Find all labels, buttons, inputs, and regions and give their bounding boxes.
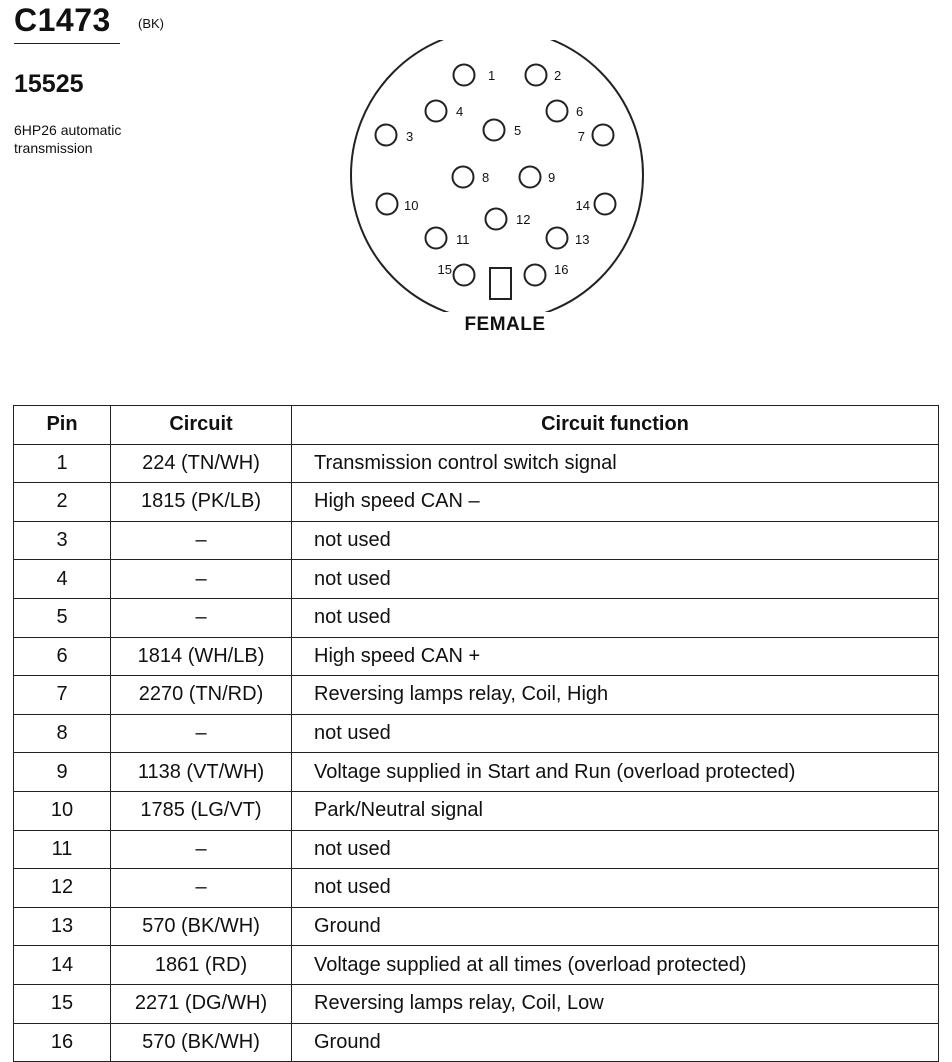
- table-row: [14, 1023, 939, 1062]
- function-cell: not used: [292, 714, 939, 753]
- pin-cell: 3: [14, 521, 111, 560]
- function-cell: Ground: [292, 907, 939, 946]
- circuit-cell: 2271 (DG/WH): [111, 984, 292, 1023]
- table-row: [14, 753, 939, 792]
- table-row: [14, 984, 939, 1023]
- pin-cell: 1: [14, 444, 111, 483]
- connector-pin-label: 9: [548, 170, 556, 185]
- pin-cell: 2: [14, 483, 111, 522]
- function-cell: Ground: [292, 1023, 939, 1062]
- circuit-cell: –: [111, 714, 292, 753]
- pin-cell: 15: [14, 984, 111, 1023]
- connector-description: 6HP26 automatic transmission: [14, 122, 122, 156]
- function-cell: Voltage supplied at all times (overload protected): [292, 946, 939, 985]
- pin-cell: 6: [14, 637, 111, 676]
- pin-cell: 13: [14, 907, 111, 946]
- table-row: [14, 907, 939, 946]
- table-row: [14, 637, 939, 676]
- table-row: [14, 791, 939, 830]
- pin-cell: 4: [14, 560, 111, 599]
- function-cell: not used: [292, 830, 939, 869]
- connector-pin-6: [547, 101, 568, 122]
- connector-pin-label: 12: [516, 212, 531, 227]
- function-cell: Reversing lamps relay, Coil, Low: [292, 984, 939, 1023]
- header-underline: [14, 43, 120, 44]
- connector-pin-9: [520, 167, 541, 188]
- table-row: [14, 676, 939, 715]
- function-cell: not used: [292, 560, 939, 599]
- connector-pin-10: [377, 194, 398, 215]
- color-code: (BK): [138, 16, 164, 31]
- pin-cell: 11: [14, 830, 111, 869]
- function-cell: High speed CAN +: [292, 637, 939, 676]
- circuit-cell: 1815 (PK/LB): [111, 483, 292, 522]
- connector-pin-11: [426, 228, 447, 249]
- circuit-column-header: Circuit: [111, 406, 292, 445]
- connector-pin-label: 7: [577, 129, 585, 144]
- connector-pin-label: 5: [514, 123, 522, 138]
- connector-pin-2: [526, 65, 547, 86]
- circuit-cell: 1785 (LG/VT): [111, 791, 292, 830]
- circuit-cell: –: [111, 598, 292, 637]
- connector-pin-label: 10: [404, 198, 419, 213]
- connector-face-diagram: [340, 40, 670, 312]
- connector-pin-label: 13: [575, 232, 590, 247]
- connector-gender-label: FEMALE: [464, 314, 546, 335]
- connector-pin-12: [486, 209, 507, 230]
- connector-pin-16: [525, 265, 546, 286]
- connector-pin-label: 11: [456, 232, 470, 247]
- connector-pin-5: [484, 120, 505, 141]
- circuit-cell: –: [111, 830, 292, 869]
- circuit-cell: –: [111, 560, 292, 599]
- function-cell: High speed CAN –: [292, 483, 939, 522]
- connector-id: C1473: [14, 2, 111, 38]
- connector-pin-label: 3: [406, 129, 414, 144]
- connector-pin-13: [547, 228, 568, 249]
- function-column-header: Circuit function: [292, 406, 939, 445]
- pin-cell: 16: [14, 1023, 111, 1062]
- function-cell: not used: [292, 598, 939, 637]
- connector-pin-4: [426, 101, 447, 122]
- connector-pin-label: 1: [488, 68, 496, 83]
- table-row: [14, 521, 939, 560]
- pin-cell: 7: [14, 676, 111, 715]
- connector-pin-label: 14: [575, 198, 590, 213]
- table-row: [14, 598, 939, 637]
- connector-pin-label: 6: [576, 104, 584, 119]
- table-row: [14, 714, 939, 753]
- pin-cell: 10: [14, 791, 111, 830]
- circuit-cell: 570 (BK/WH): [111, 1023, 292, 1062]
- circuit-cell: 1814 (WH/LB): [111, 637, 292, 676]
- circuit-cell: 224 (TN/WH): [111, 444, 292, 483]
- table-row: [14, 869, 939, 908]
- circuit-cell: 2270 (TN/RD): [111, 676, 292, 715]
- function-cell: Transmission control switch signal: [292, 444, 939, 483]
- part-number: 15525: [14, 70, 84, 98]
- pin-cell: 8: [14, 714, 111, 753]
- connector-pin-15: [454, 265, 475, 286]
- circuit-cell: 570 (BK/WH): [111, 907, 292, 946]
- connector-pin-label: 8: [482, 170, 490, 185]
- circuit-cell: –: [111, 869, 292, 908]
- function-cell: not used: [292, 521, 939, 560]
- connector-pin-8: [453, 167, 474, 188]
- table-row: [14, 444, 939, 483]
- function-cell: Voltage supplied in Start and Run (overload protected): [292, 753, 939, 792]
- connector-pin-3: [376, 125, 397, 146]
- table-row: [14, 560, 939, 599]
- table-header-row: [14, 406, 939, 445]
- circuit-cell: 1861 (RD): [111, 946, 292, 985]
- connector-pin-label: 2: [554, 68, 562, 83]
- function-cell: Reversing lamps relay, Coil, High: [292, 676, 939, 715]
- pin-cell: 9: [14, 753, 111, 792]
- circuit-cell: 1138 (VT/WH): [111, 753, 292, 792]
- connector-pin-label: 4: [456, 104, 464, 119]
- pin-cell: 5: [14, 598, 111, 637]
- pin-cell: 12: [14, 869, 111, 908]
- connector-pin-7: [593, 125, 614, 146]
- connector-pin-label: 15: [437, 262, 452, 277]
- table-row: [14, 946, 939, 985]
- pin-cell: 14: [14, 946, 111, 985]
- table-row: [14, 830, 939, 869]
- connector-keyway: [490, 268, 511, 299]
- connector-pin-label: 16: [554, 262, 569, 277]
- connector-pin-14: [595, 194, 616, 215]
- function-cell: not used: [292, 869, 939, 908]
- pin-column-header: Pin: [14, 406, 111, 445]
- pinout-table: [13, 405, 939, 1062]
- circuit-cell: –: [111, 521, 292, 560]
- connector-pin-1: [454, 65, 475, 86]
- function-cell: Park/Neutral signal: [292, 791, 939, 830]
- table-row: [14, 483, 939, 522]
